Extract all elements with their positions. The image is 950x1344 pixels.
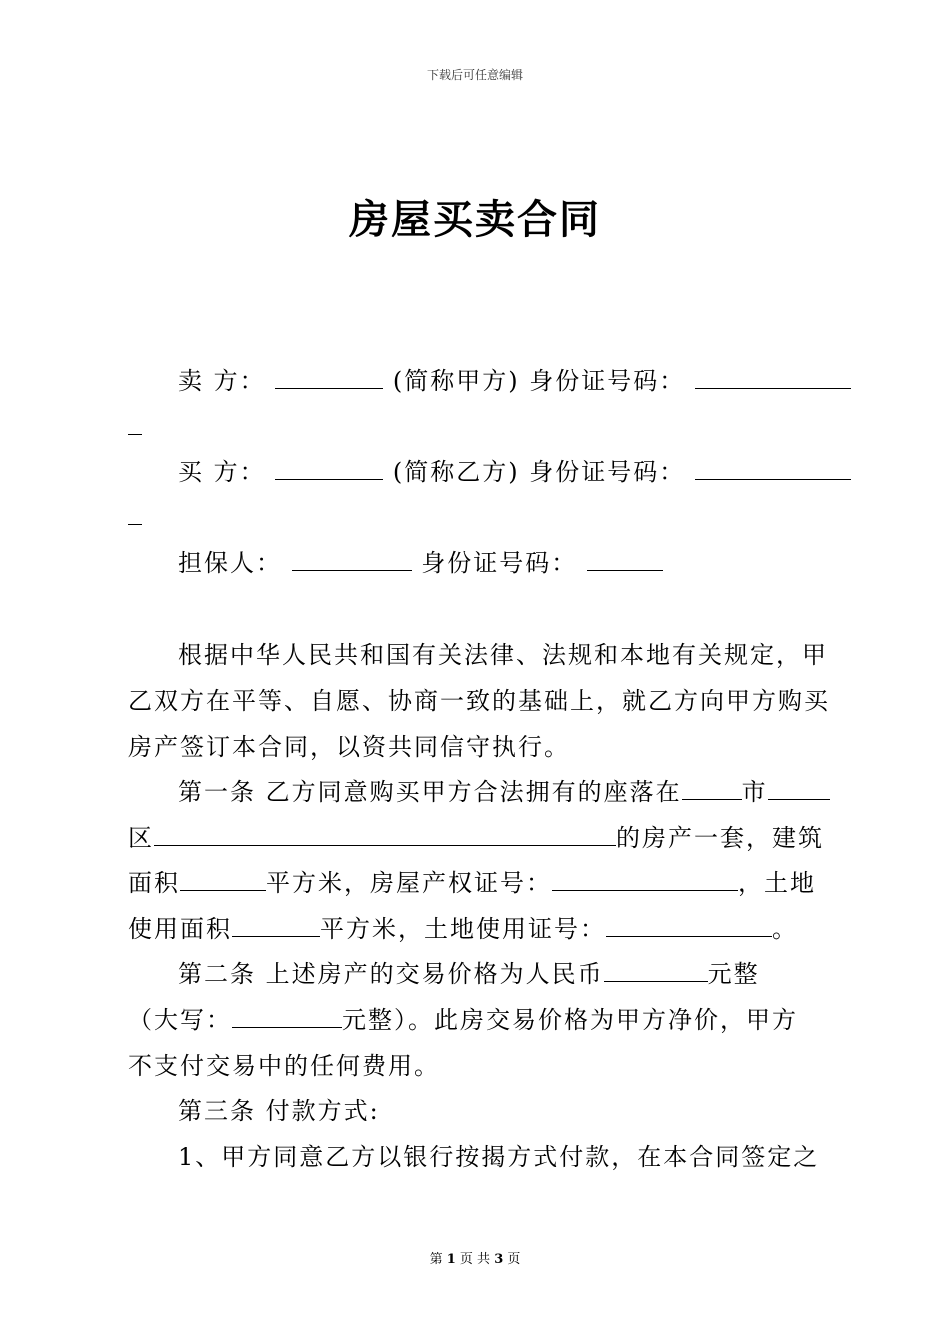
article2-text-c: （大写：	[128, 1006, 232, 1034]
article1-text-h: 使用面积	[128, 915, 232, 943]
article1-text-i: 平方米，土地使用证号：	[320, 915, 606, 943]
page-footer	[0, 1248, 950, 1267]
article2-text-a: 第二条 上述房产的交易价格为人民币	[178, 960, 604, 988]
article1-line-3	[128, 866, 828, 900]
price-words-blank	[232, 1003, 342, 1028]
article1-text-d: 的房产一套，建筑	[616, 824, 824, 852]
buyer-id-blank-cont	[128, 500, 142, 525]
intro-line-3: 房产签订本合同，以资共同信守执行。	[128, 733, 570, 761]
article1-text-f: 平方米，房屋产权证号：	[266, 869, 552, 897]
intro-line-2: 乙双方在平等、自愿、协商一致的基础上，就乙方向甲方购买	[128, 687, 830, 715]
buyer-name-blank	[275, 455, 383, 480]
article2-line-3: 不支付交易中的任何费用。	[128, 1052, 440, 1080]
footer-text-a: 第	[429, 1252, 443, 1267]
footer-text-c: 页	[507, 1252, 521, 1267]
article1-text-e: 面积	[128, 869, 180, 897]
seller-id-blank	[695, 364, 851, 389]
article1-text-j: 。	[772, 915, 798, 943]
article1-text-a: 第一条 乙方同意购买甲方合法拥有的座落在	[178, 778, 682, 806]
article2-line-2	[128, 1003, 828, 1037]
buyer-id-overflow	[128, 500, 828, 534]
guarantor-id-label: 身份证号码：	[421, 549, 578, 577]
intro-line-1: 根据中华人民共和国有关法律、法规和本地有关规定，甲	[178, 641, 828, 669]
land-area-blank	[232, 912, 320, 937]
price-blank	[604, 957, 708, 982]
article1-line-1	[178, 775, 828, 809]
seller-alias: (简称甲方) 身份证号码：	[392, 367, 686, 395]
buyer-label: 买 方：	[178, 458, 266, 486]
land-cert-blank	[606, 912, 772, 937]
footer-text-b: 页 共	[459, 1252, 491, 1267]
header-note: 下载后可任意编辑	[426, 68, 523, 82]
buyer-id-blank	[695, 455, 851, 480]
seller-id-overflow	[128, 410, 828, 444]
seller-line	[178, 364, 828, 398]
seller-id-blank-cont	[128, 410, 142, 435]
article3-item-1: 1、甲方同意乙方以银行按揭方式付款，在本合同签定之	[178, 1143, 820, 1171]
article2-text-d: 元整）。此房交易价格为甲方净价，甲方	[342, 1006, 798, 1034]
city-blank-2	[768, 775, 830, 800]
article1-text-g: ，土地	[738, 869, 816, 897]
buyer-line	[178, 455, 828, 489]
guarantor-name-blank	[292, 546, 412, 571]
article1-line-4	[128, 912, 828, 946]
document-title: 房屋买卖合同	[349, 196, 601, 243]
article1-line-2	[128, 821, 828, 855]
total-pages-number: 3	[494, 1252, 504, 1267]
seller-label: 卖 方：	[178, 367, 266, 395]
article1-text-c: 区	[128, 824, 154, 852]
article3-title: 第三条 付款方式:	[178, 1097, 380, 1125]
guarantor-id-blank	[587, 546, 663, 571]
seller-name-blank	[275, 364, 383, 389]
article2-line-1	[178, 957, 828, 991]
article1-text-b: 市	[741, 778, 768, 806]
property-cert-blank	[552, 866, 738, 891]
buyer-alias: (简称乙方) 身份证号码：	[392, 458, 686, 486]
guarantor-label: 担保人：	[178, 549, 282, 577]
address-blank	[154, 821, 616, 846]
article2-text-b: 元整	[707, 960, 760, 988]
guarantor-line	[178, 546, 828, 580]
city-blank	[682, 775, 742, 800]
building-area-blank	[180, 866, 266, 891]
current-page-number: 1	[446, 1252, 456, 1267]
